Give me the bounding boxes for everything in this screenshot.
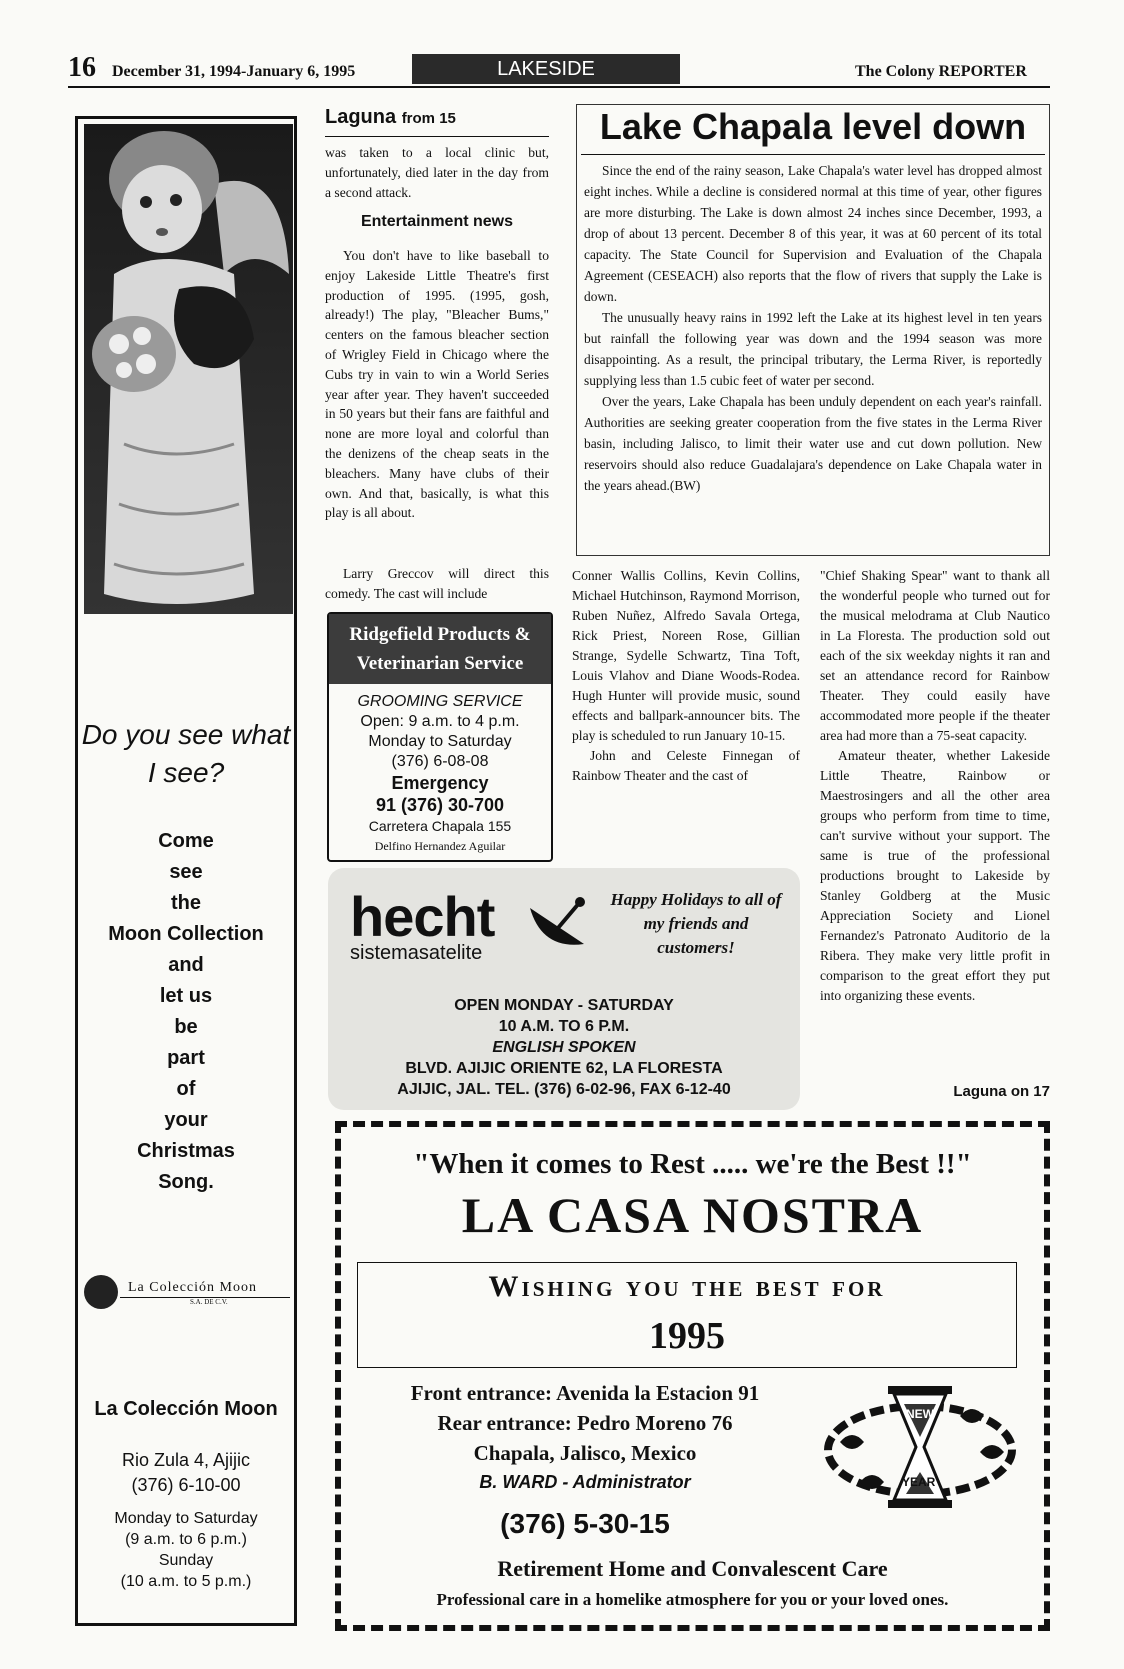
laguna-para-2: You don't have to like baseball to enjoy Lakeside Little Theatre's first production of 1995. (1995, gosh, already!) The play, "Bleacher Bums," centers on the famous bleacher section of Wrigley Field in Chicago where the Cubs try in vain to win a World Series year after year. They haven't succeeded in 50 years but their fans are faithful and none are more loyal and colorful than the denizens of the cheap seats in the bleachers. Many have clubs of their own. And that, basically, is what this play is all about. bbox=[325, 248, 549, 521]
hecht-address: BLVD. AJIJIC ORIENTE 62, LA FLORESTA bbox=[405, 1060, 723, 1077]
casa-slogan: "When it comes to Rest ..... we're the Best !!" bbox=[413, 1148, 972, 1180]
moon-line: of bbox=[176, 1078, 196, 1100]
hecht-phone: AJIJIC, JAL. TEL. (376) 6-02-96, FAX 6-12-40 bbox=[397, 1081, 731, 1098]
ridgefield-emergency: Emergency bbox=[391, 773, 489, 793]
doll-photo bbox=[84, 124, 293, 614]
hecht-hours: 10 A.M. TO 6 P.M. bbox=[498, 1018, 630, 1035]
moon-phone: (376) 6-10-00 bbox=[131, 1475, 241, 1495]
ridgefield-body bbox=[329, 692, 551, 856]
lake-para: Over the years, Lake Chapala has been unduly dependent on each year's rainfall. Authorities are seeking greater cooperation from the five states in the Lerma River basin, including Jalisco, to limit their water use and cut down pollution. New reservoirs should also reduce Guadalajara's dependence on Lake Chapala water in the years ahead.(BW) bbox=[584, 394, 1042, 493]
hecht-logo-sub: sistemasatelite bbox=[350, 942, 483, 964]
ridgefield-days: Monday to Saturday bbox=[368, 733, 512, 750]
hecht-info bbox=[332, 995, 796, 1100]
entertainment-head: Entertainment news bbox=[360, 213, 514, 230]
moon-address bbox=[80, 1448, 292, 1498]
moon-hours-line: Sunday bbox=[158, 1552, 214, 1569]
issue-date: December 31, 1994-January 6, 1995 bbox=[112, 63, 356, 80]
hecht-greeting: Happy Holidays to all of my friends and customers! bbox=[610, 890, 782, 957]
casa-front-entrance: Front entrance: Avenida la Estacion 91 bbox=[410, 1381, 760, 1405]
header-rule bbox=[68, 86, 1050, 88]
moon-line: your bbox=[164, 1109, 208, 1131]
casa-care: Retirement Home and Convalescent Care bbox=[497, 1556, 888, 1581]
laguna-head-from: from 15 bbox=[401, 110, 456, 127]
moon-logo-sub: S.A. DE C.V. bbox=[190, 1298, 228, 1306]
casa-city: Chapala, Jalisco, Mexico bbox=[473, 1441, 697, 1465]
casa-name: LA CASA NOSTRA bbox=[461, 1187, 924, 1243]
moon-line: see bbox=[169, 861, 203, 883]
laguna-para-1: was taken to a local clinic but, unfortunately, died later in the day from a second attack. bbox=[325, 145, 549, 200]
lake-para: Since the end of the rainy season, Lake Chapala's water level has dropped almost eight inches. While a decline is considered normal at this time of year, other figures are more disturbing. The Lake is down almost 24 inches since December, 1993, a drop of about 13 percent. December 8 of this year, it was at 60 percent of its total capacity. The State Council for Supervision and Evaluation of the Chapala Agreement (CESEACH) also reports that the flow of rivers that supply the Lake is down. bbox=[584, 163, 1042, 304]
moon-line: Moon Collection bbox=[108, 923, 264, 945]
section-banner: LAKESIDE bbox=[412, 54, 680, 84]
moon-line: let us bbox=[159, 985, 213, 1007]
laguna-head-word: Laguna bbox=[325, 106, 397, 128]
ridgefield-phone-2: 91 (376) 30-700 bbox=[375, 795, 505, 815]
laguna-rule bbox=[325, 136, 549, 137]
lake-story-body bbox=[584, 160, 1042, 496]
moon-line: the bbox=[171, 892, 201, 914]
hourglass-text-year: YEAR bbox=[902, 1475, 936, 1489]
moon-logo-icon bbox=[84, 1275, 118, 1309]
moon-hours-line: (10 a.m. to 5 p.m.) bbox=[120, 1573, 252, 1590]
casa-wish: Wishing you the best for bbox=[488, 1270, 886, 1303]
moon-hours-line: (9 a.m. to 6 p.m.) bbox=[125, 1531, 247, 1548]
amateur-para: Amateur theater, whether Lakeside Little Theatre, Rainbow or Maestrosingers and all the other area groups who perform from time to time, can't survive without your support. The same is true of the professional productions brought to Lakeside by Stanley Goldberg at the Music Appreciation Society and Lionel Fernandez's Patronato Auditorio de la Ribera. They make very little profit in comparison to the great effort they put into organizing these events. bbox=[820, 748, 1050, 1003]
satellite-dish-icon bbox=[522, 888, 592, 958]
ridgefield-title: Ridgefield Products & Veterinarian Service bbox=[329, 614, 551, 684]
lake-story-title: Lake Chapala level down bbox=[599, 106, 1027, 147]
cast-para: Conner Wallis Collins, Kevin Collins, Michael Hutchinson, Raymond Morrison, Ruben Nuñez, Alfredo Savala Ortega, Rick Priest, Noreen Rose, Gillian Strange, Sydelle Schwartz, Tina Toft, Louis Vlahov and Diane Woods-Rodea. Hugh Hunter will provide music, sound effects and ballpark-announcer bits. The play is scheduled to run January 10-15. bbox=[572, 568, 800, 743]
lake-para: The unusually heavy rains in 1992 left the Lake at its highest level in ten years but rainfall the following year was down and the 1994 season was more disappointing. As a result, the principal tributary, the Lerma River, is reportedly supplying less than 1.5 cubic feet of water per second. bbox=[584, 310, 1042, 388]
ridgefield-owner: Delfino Hernandez Aguilar bbox=[374, 839, 506, 853]
moon-store-name: La Colección Moon bbox=[94, 1398, 278, 1420]
casa-admin: B. WARD - Administrator bbox=[479, 1472, 691, 1492]
casa-year: 1995 bbox=[649, 1315, 725, 1357]
laguna-jump-line: Laguna on 17 bbox=[953, 1083, 1050, 1100]
rainbow-para: "Chief Shaking Spear" want to thank all the wonderful people who turned out for the musical melodrama at Club Nautico in La Floresta. The production sold out each of the six weekday nights it ran and set an attendance record for Rainbow Theater. They could easily have accommodated more people if the theater area had more than a 75-seat capacity. bbox=[820, 568, 1050, 743]
moon-line: Song. bbox=[158, 1171, 214, 1193]
moon-line: be bbox=[174, 1016, 198, 1038]
laguna-column-2 bbox=[572, 566, 800, 786]
casa-address bbox=[360, 1378, 810, 1468]
finnegan-para: John and Celeste Finnegan of Rainbow Theater and the cast of bbox=[572, 748, 800, 783]
hecht-english: ENGLISH SPOKEN bbox=[492, 1039, 636, 1056]
casa-pro: Professional care in a homelike atmosphere for you or your loved ones. bbox=[436, 1590, 949, 1609]
moon-hours-line: Monday to Saturday bbox=[114, 1510, 258, 1527]
ridgefield-road: Carretera Chapala 155 bbox=[368, 818, 512, 834]
moon-street: Rio Zula 4, Ajijic bbox=[121, 1450, 251, 1470]
laguna-jump-head bbox=[325, 106, 456, 129]
casa-phone: (376) 5-30-15 bbox=[500, 1508, 670, 1539]
ridgefield-grooming: GROOMING SERVICE bbox=[357, 693, 523, 710]
moon-line: part bbox=[167, 1047, 205, 1069]
moon-line: and bbox=[168, 954, 204, 976]
hecht-logo-word: hecht bbox=[350, 885, 495, 948]
moon-question: Do you see what I see? bbox=[81, 719, 291, 788]
hecht-open: OPEN MONDAY - SATURDAY bbox=[454, 997, 674, 1014]
ridgefield-phone-1: (376) 6-08-08 bbox=[391, 753, 489, 770]
moon-line: Come bbox=[158, 830, 214, 852]
paper-name: The Colony REPORTER bbox=[855, 63, 1027, 80]
hourglass-text-new: NEW bbox=[906, 1407, 934, 1421]
moon-message bbox=[80, 826, 292, 1198]
moon-logo-text: La Colección Moon bbox=[128, 1280, 257, 1295]
moon-hours bbox=[80, 1508, 292, 1592]
casa-rear-entrance: Rear entrance: Pedro Moreno 76 bbox=[437, 1411, 733, 1435]
laguna-column-3 bbox=[820, 566, 1050, 1006]
moon-line: Christmas bbox=[137, 1140, 235, 1162]
lake-title-rule bbox=[581, 154, 1045, 155]
ridgefield-open: Open: 9 a.m. to 4 p.m. bbox=[360, 713, 520, 730]
laguna-para-3: Larry Greccov will direct this comedy. The cast will include bbox=[325, 566, 549, 601]
page-number: 16 bbox=[68, 52, 96, 83]
new-year-hourglass-icon bbox=[820, 1382, 1020, 1512]
